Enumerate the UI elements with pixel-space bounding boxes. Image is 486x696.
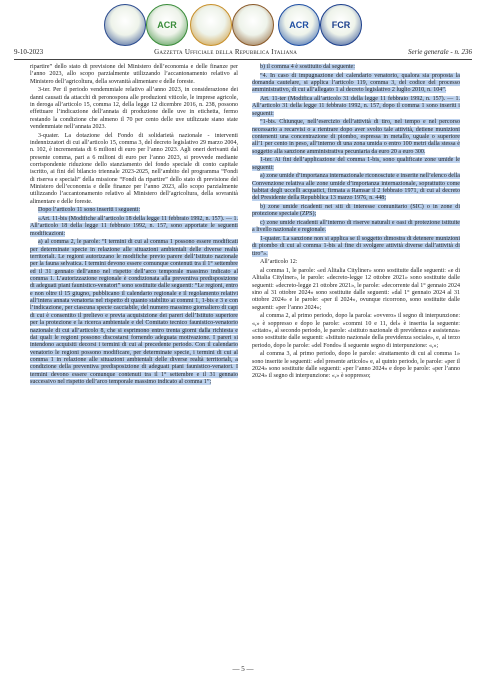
right-column <box>252 64 460 382</box>
paragraph: a) zone umide d’importanza internazionale riconosciute e inserite nell’elenco della Convenzione relativa alle zone umide d’importanza internazionale, soprattutto come habitat degli uccelli acquatici, firmata a Ramsar il 2 febbraio 1971, di cui al decreto del Presidente della Repubblica 13 marzo 1976, n. 448; <box>252 173 460 202</box>
hunting-logo <box>232 4 274 46</box>
acr-emblem: ACR <box>278 4 320 46</box>
series-number: Serie generale - n. 236 <box>408 48 472 56</box>
paragraph: “1-bis. Chiunque, nell’esercizio dell’attività di tiro, nel tempo e nel percorso necessario a recarvisi o a rientrare dopo aver svolto tale attività, detiene munizioni contenenti una concentrazione di piombo, espressa in metallo, uguale o superiore all’1 per cento in peso, all’interno di una zona umida o entro 100 metri dalla stessa è soggetto alla sanzione amministrativa pecuniaria da euro 20 a euro 300. <box>252 119 460 155</box>
gazette-title: Gazzetta Ufficiale della Repubblica Italiana <box>154 48 298 56</box>
paragraph: a) al comma 2, le parole: “I termini di cui al comma 1 possono essere modificati per determinate specie in relazione alle situazioni ambientali delle diverse realtà territoriali. Le regioni autorizzano le modifiche previo parere dell’Istituto nazionale per la fauna selvatica. I termini devono essere comunque contenuti tra il 1° settembre ed il 31 gennaio dell’anno nel rispetto dell’arco temporale massimo indicato al comma 1. L’autorizzazione regionale è condizionata alla preventiva predisposizione di adeguati piani faunistico-venatori” sono sostituite dalle seguenti: “Le regioni, entro e non oltre il 15 giugno, pubblicano il calendario regionale e il regolamento relativi all’intera annata venatoria nel rispetto di quanto stabilito ai commi 1, 1-bis e 3 e con l’indicazione, per ciascuna specie cacciabile, del numero massimo giornaliero di capi di cui è consentito il prelievo e previa acquisizione dei pareri dell’Istituto superiore per la protezione e la ricerca ambientale e del Comitato tecnico faunistico-venatorio nazionale di cui all’articolo 8, che si esprimono entro trenta giorni dalla richiesta e dai quali le regioni possono discostarsi fornendo adeguata motivazione. I pareri si intendono acquisiti decorsi i termini di cui al precedente periodo. Con il calendario venatorio le regioni possono modificare, per determinate specie, i termini di cui al comma 1 in relazione alle situazioni ambientali delle diverse realtà territoriali, a condizione della preventiva predisposizione di adeguati piani faunistico-venatori. I termini devono essere comunque contenuti tra il 1° settembre e il 31 gennaio successivo nel rispetto dell’arco temporale massimo indicato al comma 1”; <box>30 239 238 385</box>
paragraph: b) zone umide ricadenti nei siti di interesse comunitario (SIC) o in zone di protezione speciale (ZPS); <box>252 203 460 218</box>
paragraph: 3-ter. Per il periodo vendemmiale relativo all’anno 2023, in considerazione dei danni causati da attacchi di peronospora alle produzioni viticole, le imprese agricole, in deroga all’articolo 15, comma 12, della legge 12 dicembre 2016, n. 238, possono effettuare l’indicazione dell’annata di produzione delle uve in etichetta, fermo restando la condizione che almeno il 70 per cento delle uve utilizzate siano state vendemmiate nell’annata 2023. <box>30 87 238 131</box>
header-rule <box>14 59 472 60</box>
paragraph: al comma 3, al primo periodo, dopo le parole: «trattamento di cui al comma 1» sono inserite le seguenti: «del presente articolo» e, al quinto periodo, le parole: «per il 2024» sono sostituite dalle seguenti: «per l’anno 2024» e dopo le parole: «per l’anno 2024» il segno di interpunzione: «,» è soppresso; <box>252 351 460 380</box>
paragraph: ripartire” dello stato di previsione del Ministero dell’economia e delle finanze per l’anno 2023, allo scopo parzialmente utilizzando l’accantonamento relativo al Ministero dell’agricoltura, della sovranità alimentare e delle foreste. <box>30 64 238 85</box>
paragraph: “4. In caso di impugnazione del calendario venatorio, qualora sia proposta la domanda cautelare, si applica l’articolo 119, comma 3, del codice del processo amministrativo, di cui all’allegato 1 al decreto legislativo 2 luglio 2010, n. 104”. <box>252 72 460 94</box>
paragraph: Art. 11-ter (Modifica all’articolo 31 della legge 11 febbraio 1992, n. 157). — 1. All’articolo 31 della legge 11 febbraio 1992, n. 157, dopo il comma 1 sono inseriti i seguenti: <box>252 95 460 117</box>
gazette-header <box>14 46 472 58</box>
left-column <box>30 64 238 388</box>
paragraph: All’articolo 12: <box>260 259 298 266</box>
paragraph: c) zone umide ricadenti all’interno di riserve naturali e oasi di protezione istituite a livello nazionale e regionale. <box>252 219 460 234</box>
blue-emblem <box>104 4 146 46</box>
page-number: — 5 — <box>232 665 254 673</box>
paragraph: al comma 2, al primo periodo, dopo la parola: «ovvero» il segno di interpunzione: «,» è soppresso e dopo le parole: «commi 10 e 11, del» è inserita la seguente: «citato», al secondo periodo, le parole: «istituto nazionale di previdenza e assistenza» sono sostituite dalle seguenti: «Istituto nazionale della previdenza sociale», e, al terzo periodo, dopo le parole: «del Fondo» il seguente segno di interpunzione: «,»; <box>252 313 460 349</box>
paragraph: «Art. 11-bis (Modifiche all’articolo 18 della legge 11 febbraio 1992, n. 157). — 1. All’articolo 18 della legge 11 febbraio 1992, n. 157, sono apportate le seguenti modificazioni: <box>30 216 238 237</box>
paragraph: Dopo l’articolo 11 sono inseriti i seguenti: <box>38 207 141 214</box>
issue-date: 9-10-2023 <box>14 48 44 56</box>
paragraph: 3-quater. La dotazione del Fondo di solidarietà nazionale - interventi indennizzatori di cui all’articolo 15, comma 3, del decreto legislativo 29 marzo 2004, n. 102, è incrementata di 6 milioni di euro per l’anno 2023. Agli oneri derivanti dal presente comma, pari a 6 milioni di euro per l’anno 2023, si provvede mediante corrispondente riduzione dello stanziamento del fondo speciale di conto capitale iscritto, ai fini del bilancio triennale 2023-2025, nell’ambito del programma “Fondi di riserva e speciali” della missione “Fondi da ripartire” dello stato di previsione del Ministero dell’economia e delle finanze per l’anno 2023, allo scopo parzialmente utilizzando l’accantonamento relativo al Ministero dell’agricoltura, della sovranità alimentare e delle foreste. <box>30 132 238 205</box>
round-emblem <box>190 4 232 46</box>
paragraph: 1-ter. Ai fini dell’applicazione del comma 1-bis, sono qualificate zone umide le seguenti: <box>252 157 460 171</box>
acr-logo: ACR <box>146 4 188 46</box>
paragraph: al comma 1, le parole: «ed Alitalia Cityliner» sono sostituite dalle seguenti: «e di Alitalia Cityliner», le parole: «decreto-legge 12 ottobre 2021» sono sostituite dalle seguenti: «decreto-legge 21 ottobre 2021», le parole: «decorrente dal 1° gennaio 2024 sino al 31 ottobre 2024» sono sostituite dalle seguenti: «dal 1° gennaio 2024 al 31 ottobre 2024» e le parole: «per il 2024», ovunque ricorrono, sono sostituite dalle seguenti: «per l’anno 2024»; <box>252 267 460 311</box>
paragraph: 1-quater. La sanzione non si applica se il soggetto dimostra di detenere munizioni di piombo di cui al comma 1-bis al fine di svolgere attività diverse dall’attività di tiro”». <box>252 235 460 257</box>
paragraph: b) il comma 4 è sostituito dal seguente: <box>260 64 355 70</box>
fcr-logo: FCR <box>320 4 362 46</box>
